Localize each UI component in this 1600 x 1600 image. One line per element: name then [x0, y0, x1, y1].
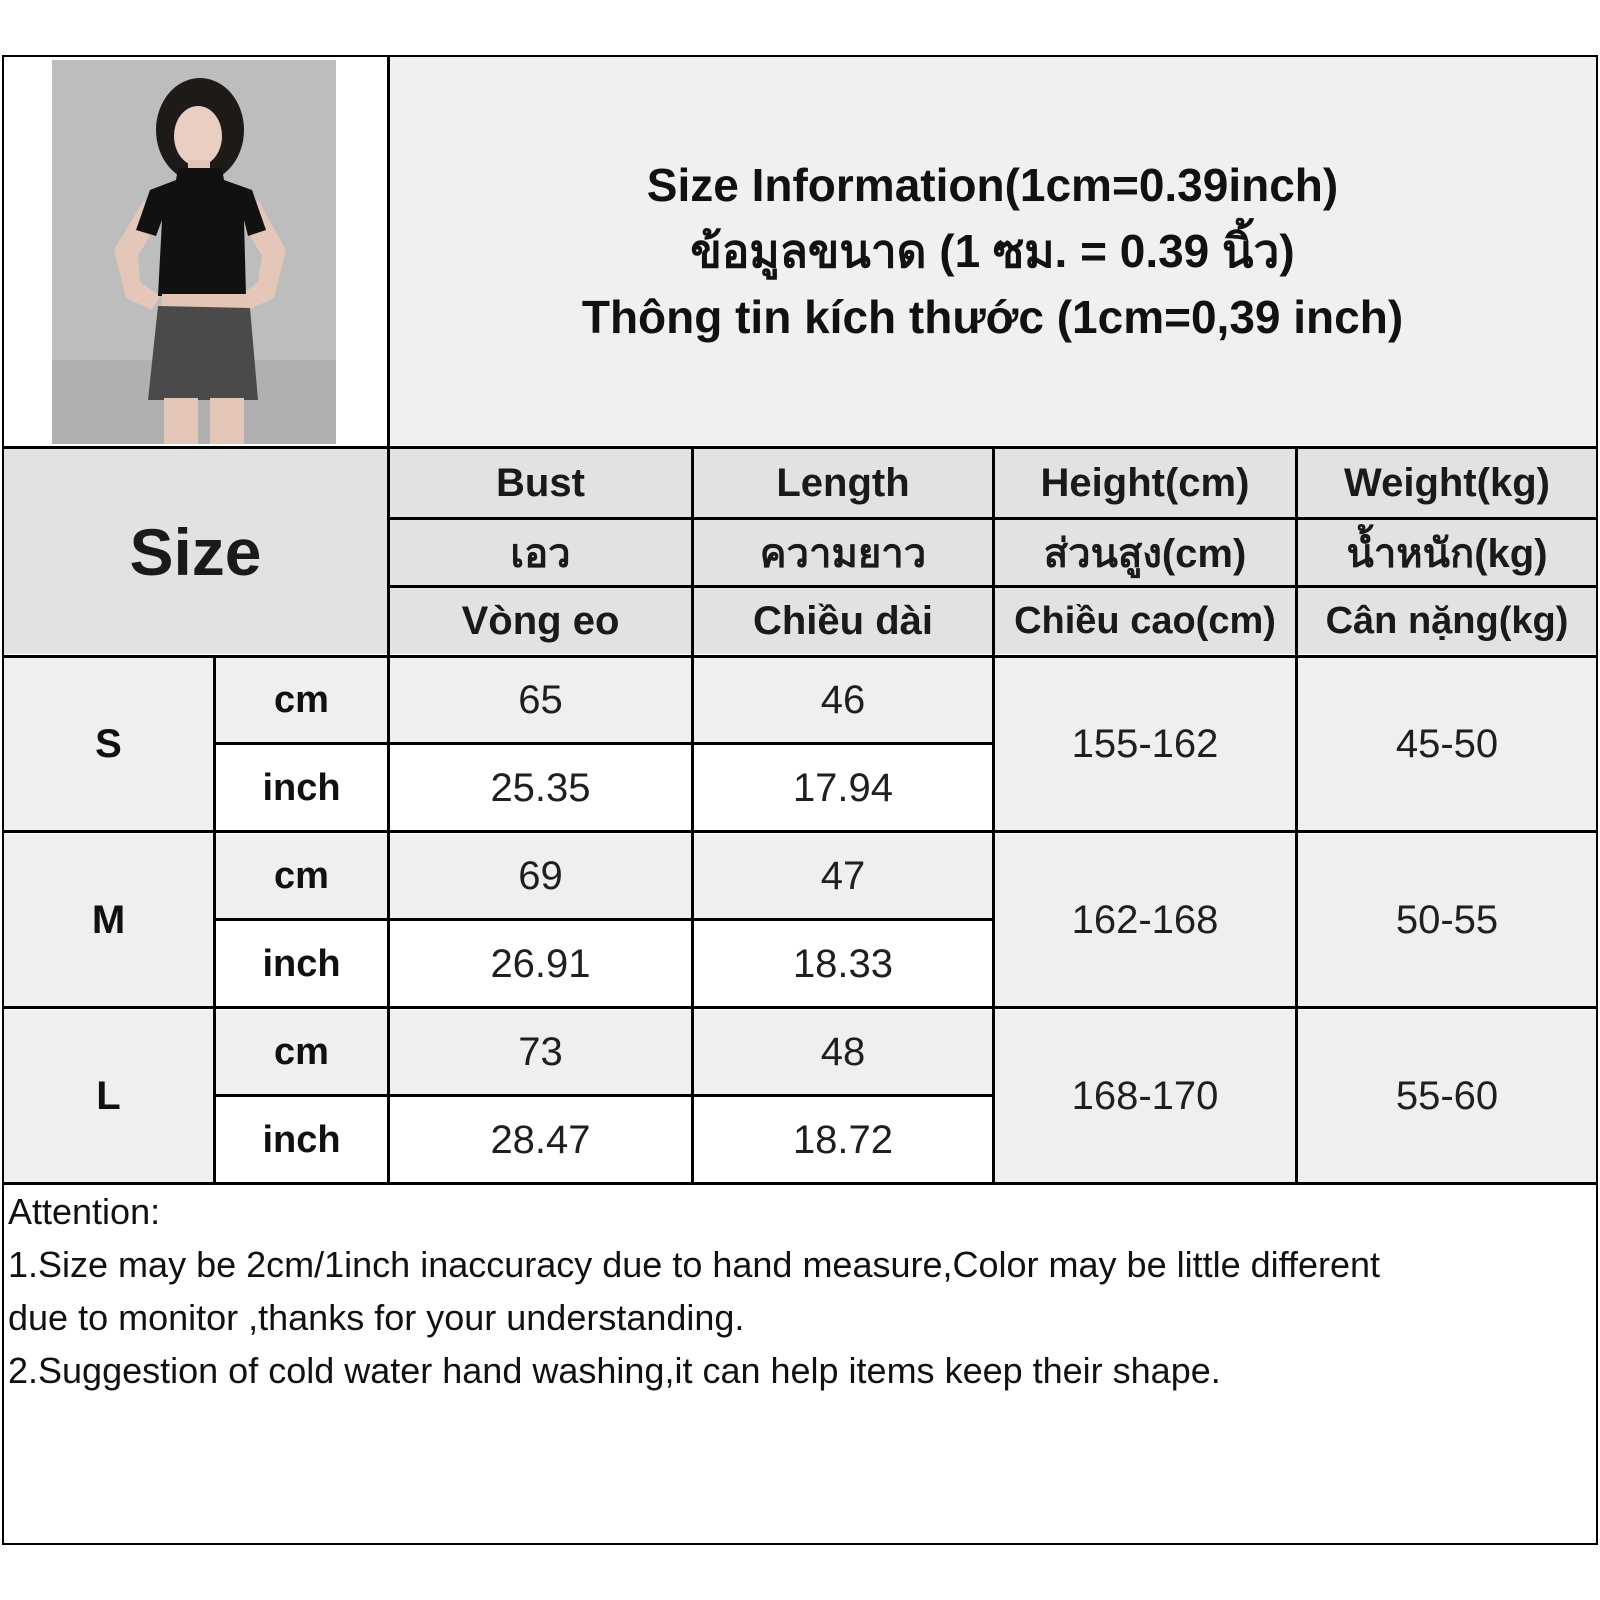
grid-line	[2, 1006, 1598, 1009]
model-illustration	[52, 60, 336, 444]
grid-line	[213, 1094, 995, 1097]
bust-inch-m: 26.91	[390, 922, 691, 1006]
col-weight-en: Weight(kg)	[1298, 449, 1596, 517]
col-height-th: ส่วนสูง(cm)	[995, 520, 1295, 585]
title-panel	[389, 57, 1596, 445]
title-english: Size Information(1cm=0.39inch)	[646, 159, 1339, 211]
bust-inch-l: 28.47	[390, 1098, 691, 1182]
length-cm-l: 48	[694, 1010, 992, 1094]
grid-line	[1295, 446, 1298, 1185]
size-label-m: M	[4, 834, 213, 1006]
note-line-1a: 1.Size may be 2cm/1inch inaccuracy due to hand measure,Color may be little different	[8, 1244, 1381, 1285]
grid-line	[2, 655, 1598, 658]
col-bust-en: Bust	[390, 449, 691, 517]
note-line-1b: due to monitor ,thanks for your understanding.	[8, 1297, 745, 1338]
weight-l: 55-60	[1298, 1010, 1596, 1182]
length-inch-s: 17.94	[694, 746, 992, 830]
grid-line	[992, 446, 995, 1185]
height-s: 155-162	[995, 658, 1295, 830]
unit-cm-l: cm	[216, 1010, 387, 1094]
weight-s: 45-50	[1298, 658, 1596, 830]
bust-cm-m: 69	[390, 834, 691, 918]
col-bust-vi: Vòng eo	[390, 588, 691, 654]
unit-cm-s: cm	[216, 658, 387, 742]
length-cm-s: 46	[694, 658, 992, 742]
size-label-s: S	[4, 658, 213, 830]
unit-cm-m: cm	[216, 834, 387, 918]
length-cm-m: 47	[694, 834, 992, 918]
bust-cm-s: 65	[390, 658, 691, 742]
size-label-l: L	[4, 1010, 213, 1182]
height-l: 168-170	[995, 1010, 1295, 1182]
title-thai: ข้อมูลขนาด (1 ซม. = 0.39 นิ้ว)	[690, 225, 1295, 277]
bust-inch-s: 25.35	[390, 746, 691, 830]
length-inch-m: 18.33	[694, 922, 992, 1006]
unit-inch-s: inch	[216, 746, 387, 830]
grid-line	[2, 446, 1598, 449]
col-height-vi: Chiều cao(cm)	[995, 588, 1295, 654]
grid-line	[213, 742, 995, 745]
grid-line	[387, 55, 390, 1185]
weight-m: 50-55	[1298, 834, 1596, 1006]
product-photo	[52, 60, 336, 444]
col-weight-th: น้ำหนัก(kg)	[1298, 520, 1596, 585]
grid-line	[213, 918, 995, 921]
col-length-en: Length	[694, 449, 992, 517]
col-weight-vi: Cân nặng(kg)	[1298, 588, 1596, 654]
col-height-en: Height(cm)	[995, 449, 1295, 517]
length-inch-l: 18.72	[694, 1098, 992, 1182]
height-m: 162-168	[995, 834, 1295, 1006]
attention-notes	[8, 1185, 1590, 1397]
unit-inch-m: inch	[216, 922, 387, 1006]
notes-heading: Attention:	[8, 1191, 161, 1232]
unit-inch-l: inch	[216, 1098, 387, 1182]
title-vietnamese: Thông tin kích thước (1cm=0,39 inch)	[581, 291, 1404, 343]
grid-line	[691, 446, 694, 1185]
col-bust-th: เอว	[390, 520, 691, 585]
note-line-2: 2.Suggestion of cold water hand washing,it can help items keep their shape.	[8, 1350, 1221, 1391]
size-header: Size	[4, 449, 387, 654]
col-length-th: ความยาว	[694, 520, 992, 585]
grid-line	[2, 830, 1598, 833]
bust-cm-l: 73	[390, 1010, 691, 1094]
col-length-vi: Chiều dài	[694, 588, 992, 654]
